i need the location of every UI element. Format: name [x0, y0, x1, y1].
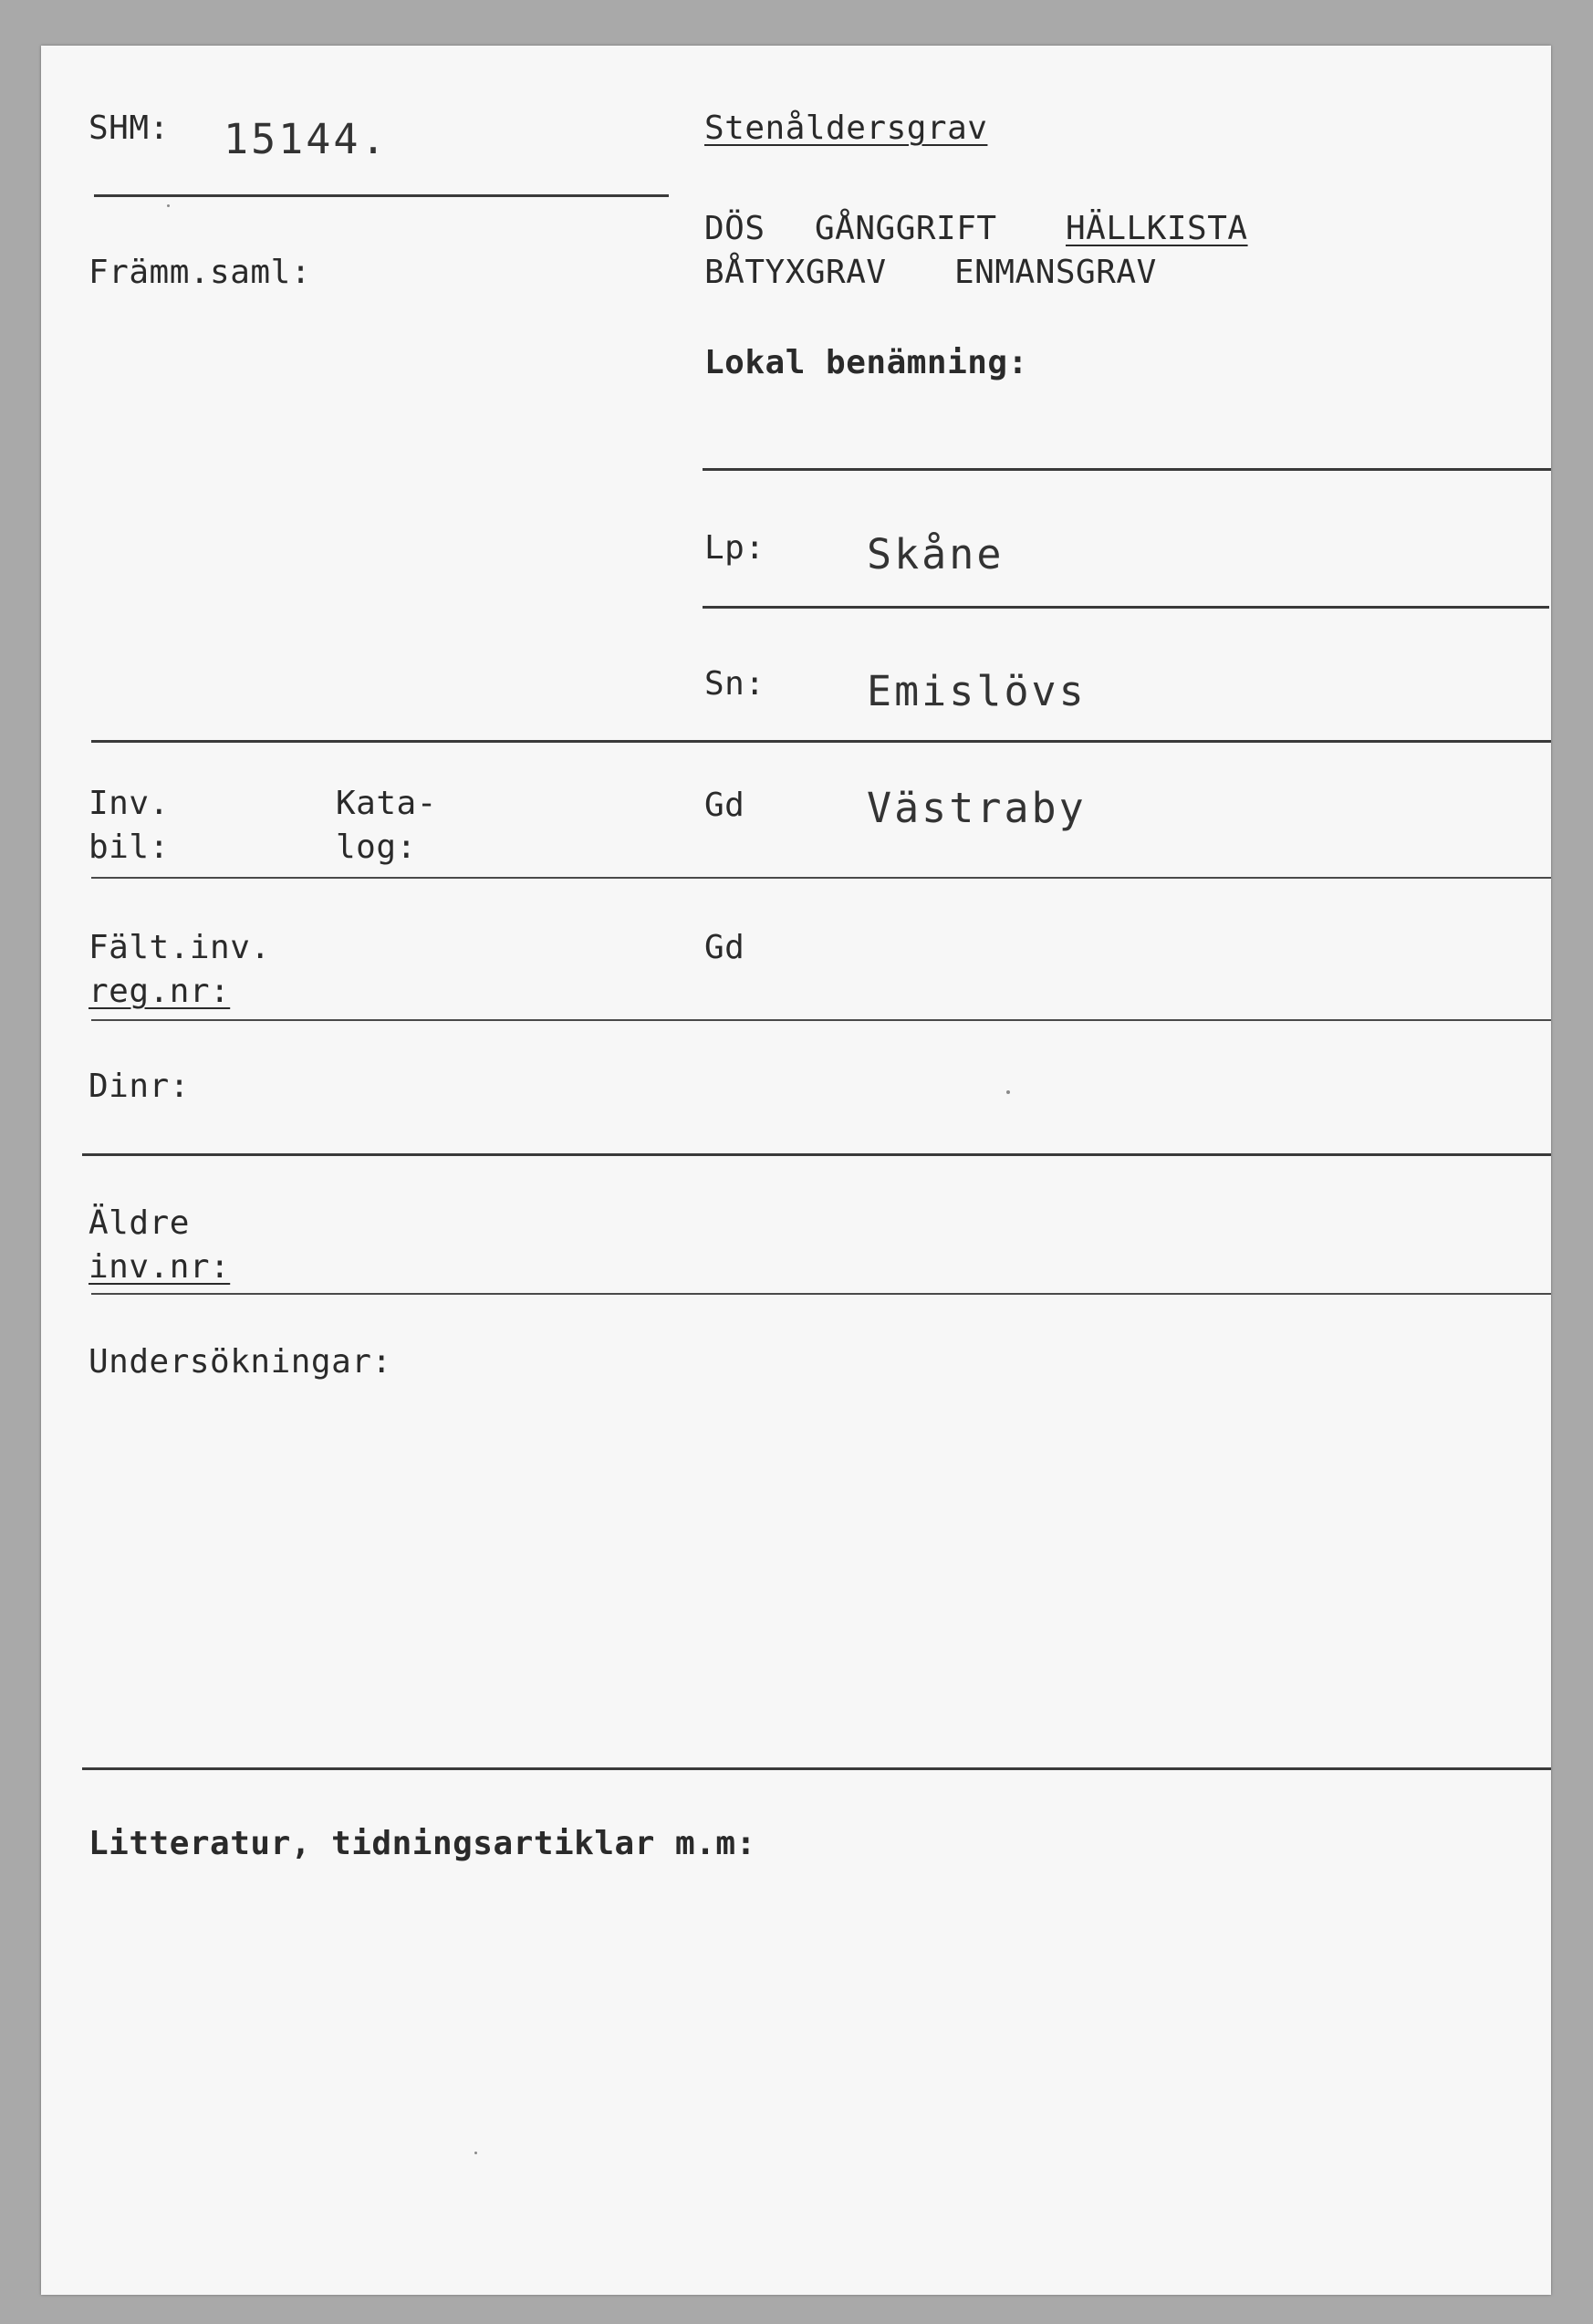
- falt-label-line1: Fält.inv.: [88, 929, 271, 966]
- framm-saml-label: Främm.saml:: [88, 254, 311, 291]
- undersokningar-divider: [82, 1767, 1551, 1770]
- katalog-label-line1: Kata-: [336, 785, 437, 822]
- inv-label-line1: Inv.: [88, 785, 170, 822]
- inv-divider: [91, 877, 1551, 879]
- lokal-benamning-label: Lokal benämning:: [704, 344, 1028, 381]
- lp-value: Skåne: [867, 530, 1005, 578]
- sn-label: Sn:: [704, 665, 765, 703]
- shm-divider: [94, 194, 669, 197]
- type-ganggrift: GÅNGGRIFT: [815, 210, 997, 247]
- gd-label-2: Gd: [704, 929, 745, 966]
- type-batyxgrav: BÅTYXGRAV: [704, 254, 887, 291]
- type-dos: DÖS: [704, 210, 765, 247]
- grave-type-heading: Stenåldersgrav: [704, 109, 988, 147]
- dinr-label: Dinr:: [88, 1068, 190, 1105]
- lp-label: Lp:: [704, 529, 765, 567]
- paper-speck: [474, 2152, 477, 2154]
- aldre-label-line1: Äldre: [88, 1204, 190, 1242]
- falt-divider: [91, 1019, 1551, 1021]
- katalog-label-line2: log:: [336, 829, 417, 866]
- aldre-divider: [91, 1293, 1551, 1295]
- gd-label-1: Gd: [704, 787, 745, 824]
- shm-number: 15144.: [224, 115, 389, 163]
- index-card: [41, 46, 1551, 2295]
- paper-speck: [167, 204, 170, 207]
- paper-speck: [1006, 1090, 1010, 1094]
- type-hallkista: HÄLLKISTA: [1066, 210, 1248, 247]
- sn-value: Emislövs: [867, 667, 1087, 715]
- falt-label-line2: reg.nr:: [88, 973, 231, 1010]
- shm-label: SHM:: [88, 109, 170, 147]
- type-enmansgrav: ENMANSGRAV: [954, 254, 1157, 291]
- litteratur-label: Litteratur, tidningsartiklar m.m:: [88, 1825, 756, 1862]
- lp-divider: [703, 606, 1549, 609]
- inv-label-line2: bil:: [88, 829, 170, 866]
- undersokningar-label: Undersökningar:: [88, 1343, 392, 1381]
- dinr-divider: [82, 1153, 1551, 1156]
- lokal-divider: [703, 468, 1551, 471]
- gd-value-1: Västraby: [867, 784, 1087, 832]
- aldre-label-line2: inv.nr:: [88, 1248, 231, 1286]
- sn-divider: [91, 740, 1551, 743]
